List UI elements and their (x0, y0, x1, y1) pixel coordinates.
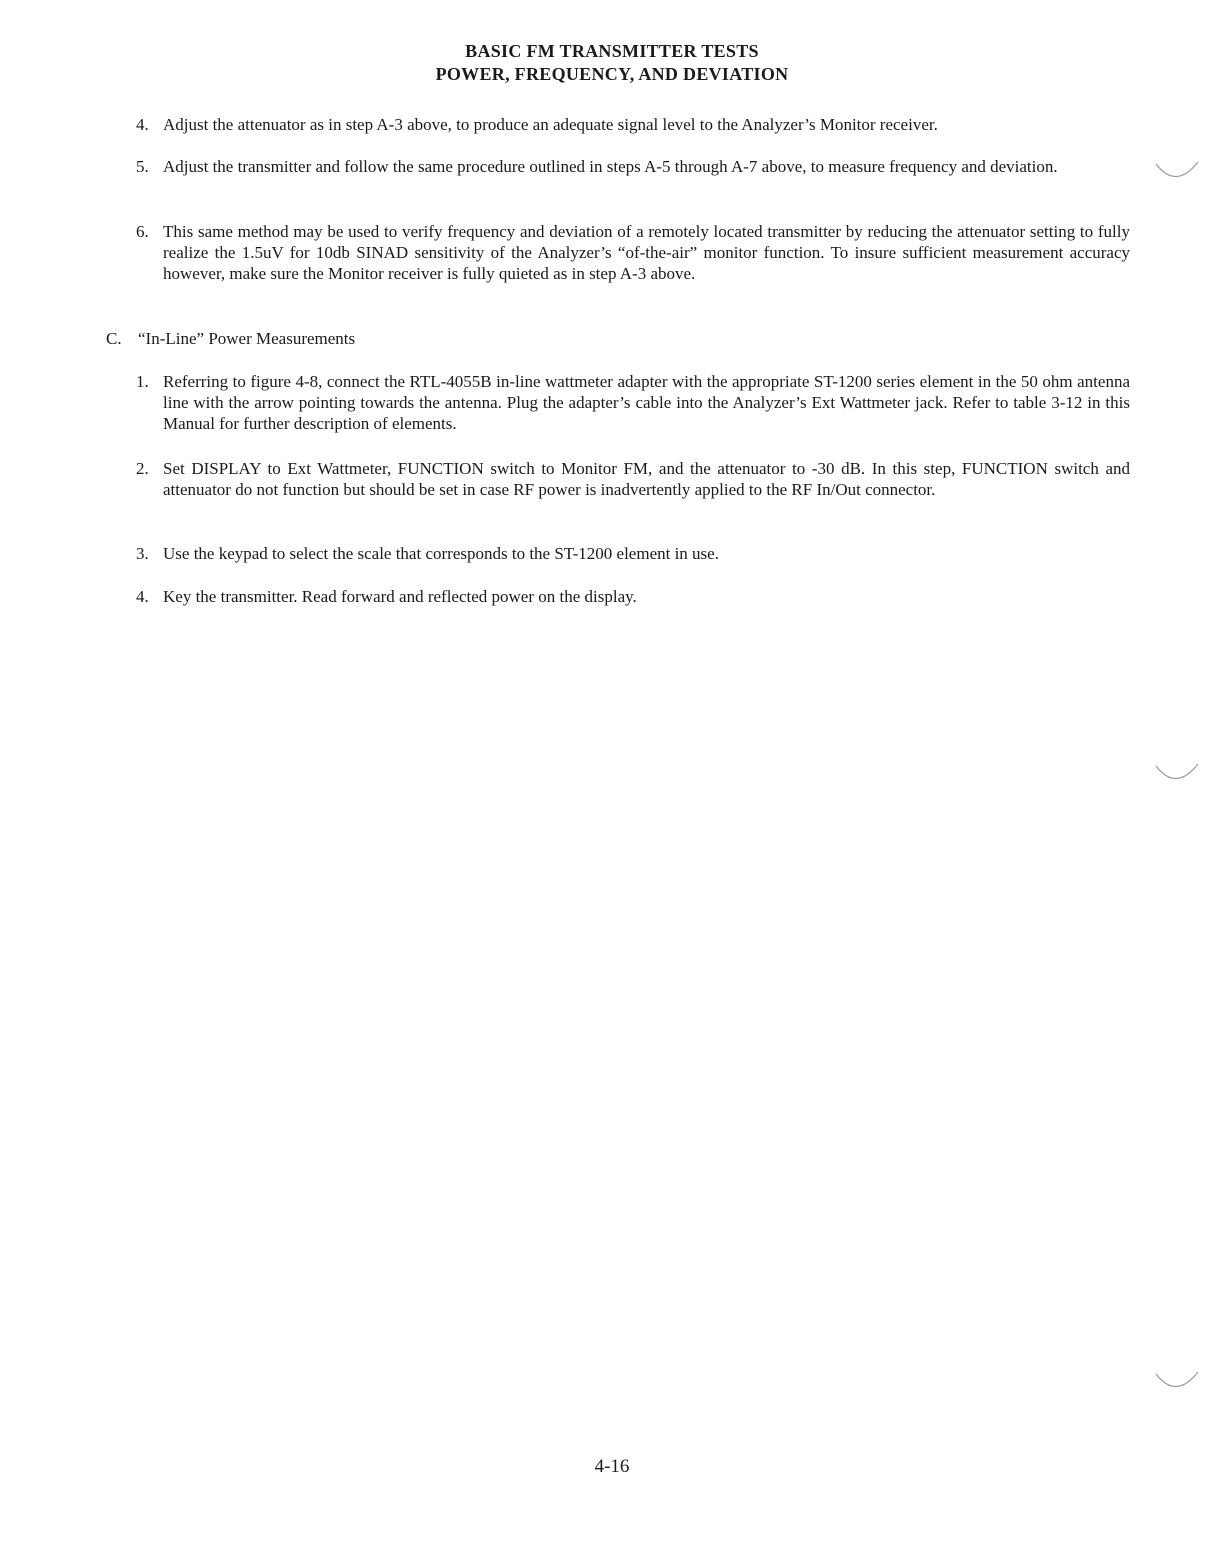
step-c-1 (136, 371, 1130, 434)
step-text: Key the transmitter. Read forward and reflected power on the display. (163, 587, 637, 606)
binder-hole-mark (1152, 160, 1204, 184)
step-number: 1. (136, 372, 149, 391)
step-number: 3. (136, 544, 149, 563)
step-text: This same method may be used to verify frequency and deviation of a remotely located transmitter by reducing the attenuator setting to fully realize the 1.5uV for 10db SINAD sensitivity of the Analyzer’s “of-the-air” monitor function. To insure sufficient measurement accuracy however, make sure the Monitor receiver is fully quieted as in step A-3 above. (163, 222, 1130, 283)
binder-hole-mark (1152, 762, 1204, 786)
step-number: 5. (136, 157, 149, 176)
step-number: 4. (136, 115, 149, 134)
step-text: Adjust the transmitter and follow the same procedure outlined in steps A-5 through A-7 above, to measure frequency and deviation. (163, 157, 1058, 176)
section-c-heading (106, 328, 355, 349)
step-c-3 (136, 543, 1130, 564)
step-b-5 (136, 156, 1130, 177)
section-letter: C. (106, 329, 122, 348)
step-c-4 (136, 586, 1130, 607)
section-title: “In-Line” Power Measurements (138, 329, 356, 348)
header-title-line2: POWER, FREQUENCY, AND DEVIATION (435, 64, 789, 84)
step-number: 6. (136, 222, 149, 241)
header-title-line1: BASIC FM TRANSMITTER TESTS (465, 41, 759, 61)
step-text: Referring to figure 4-8, connect the RTL-4055B in-line wattmeter adapter with the appropriate ST-1200 series element in the 50 ohm antenna line with the arrow pointing towards the antenna. Plug the adapter’s cable into the Analyzer’s Ext Wattmeter jack. Refer to table 3-12 in this Manual for further description of elements. (163, 372, 1130, 433)
step-number: 2. (136, 459, 149, 478)
step-number: 4. (136, 587, 149, 606)
step-b-4 (136, 114, 1130, 135)
step-text: Use the keypad to select the scale that corresponds to the ST-1200 element in use. (163, 544, 719, 563)
step-c-2 (136, 458, 1130, 500)
step-b-6 (136, 221, 1130, 284)
page-header (0, 40, 1224, 86)
binder-hole-mark (1152, 1370, 1204, 1394)
page-number: 4-16 (594, 1456, 630, 1477)
step-text: Adjust the attenuator as in step A-3 above, to produce an adequate signal level to the Analyzer’s Monitor receiver. (163, 115, 938, 134)
step-text: Set DISPLAY to Ext Wattmeter, FUNCTION switch to Monitor FM, and the attenuator to -30 dB. In this step, FUNCTION switch and attenuator do not function but should be set in case RF power is inadvertently applied to the RF In/Out connector. (163, 459, 1130, 499)
